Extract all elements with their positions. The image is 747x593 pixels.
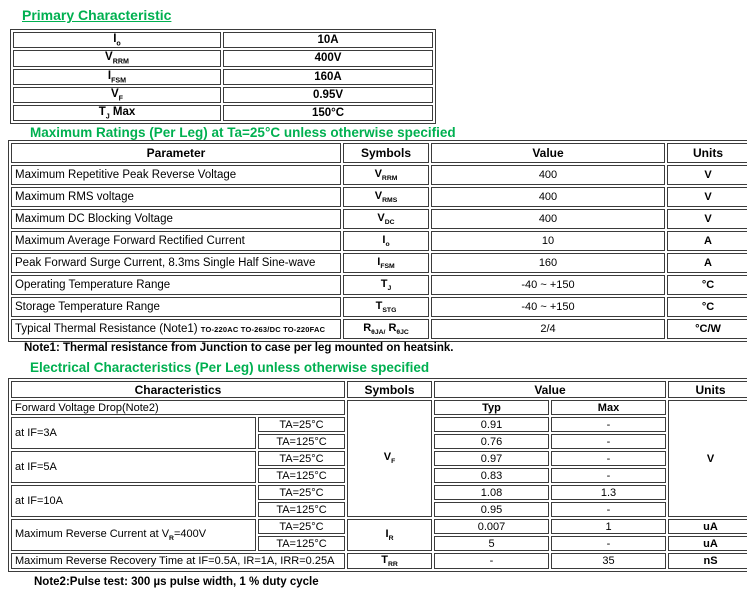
condition-cell: at IF=10A	[11, 485, 256, 517]
table-header-row	[11, 381, 747, 398]
typ-value-cell: 0.007	[434, 519, 549, 534]
note1-text: Note1: Thermal resistance from Junction to case per leg mounted on heatsink.	[24, 342, 454, 354]
symbol-cell	[343, 275, 429, 295]
typ-value-cell: 0.83	[434, 468, 549, 483]
parameter-cell: Operating Temperature Range	[11, 275, 341, 295]
symbol-cell	[343, 209, 429, 229]
value-cell: -40 ~ +150	[431, 297, 665, 317]
parameter-cell: Peak Forward Surge Current, 8.3ms Single Half Sine-wave	[11, 253, 341, 273]
parameter-cell	[11, 319, 341, 339]
units-cell: uA	[668, 519, 747, 534]
temperature-cell: TA=125°C	[258, 502, 345, 517]
package-list-text: TO-220AC TO-263/DC TO-220FAC	[200, 325, 326, 334]
table-row	[11, 400, 747, 415]
symbol-base: T	[380, 277, 388, 290]
value-cell: 160	[431, 253, 665, 273]
value-cell: 160A	[223, 69, 433, 85]
symbol-base: V	[374, 167, 382, 180]
col-header-units: Units	[668, 381, 747, 398]
units-cell: °C	[667, 297, 747, 317]
max-value-cell: -	[551, 434, 666, 449]
symbol-cell	[343, 319, 429, 339]
col-header-units: Units	[667, 143, 747, 163]
table-row	[11, 253, 747, 273]
symbol-base: V	[383, 451, 392, 464]
table-row	[11, 209, 747, 229]
symbol-subscript: J	[387, 285, 392, 293]
parameter-cell: Maximum RMS voltage	[11, 187, 341, 207]
parameter-cell: Maximum Repetitive Peak Reverse Voltage	[11, 165, 341, 185]
value-cell: 150°C	[223, 105, 433, 121]
symbol-base: I	[382, 233, 386, 246]
parameter-cell: Storage Temperature Range	[11, 297, 341, 317]
col-header-characteristics: Characteristics	[11, 381, 345, 398]
units-cell: nS	[668, 553, 747, 569]
table-row	[13, 69, 433, 85]
symbol-cell	[343, 297, 429, 317]
temperature-cell: TA=25°C	[258, 451, 345, 466]
col-header-symbols: Symbols	[347, 381, 432, 398]
table-row	[13, 87, 433, 103]
symbol-base: T	[98, 106, 106, 119]
temperature-cell: TA=125°C	[258, 468, 345, 483]
temperature-cell: TA=25°C	[258, 519, 345, 534]
max-value-cell: 1.3	[551, 485, 666, 500]
table-row	[11, 165, 747, 185]
value-cell: 400	[431, 209, 665, 229]
value-cell: 0.95V	[223, 87, 433, 103]
units-cell: V	[668, 400, 747, 517]
electrical-characteristics-table	[8, 378, 747, 572]
col-header-value: Value	[431, 143, 665, 163]
symbol-subscript: R	[388, 535, 394, 543]
typ-value-cell: 0.76	[434, 434, 549, 449]
table-row	[11, 519, 747, 534]
symbol-cell	[347, 519, 432, 551]
value-cell: -40 ~ +150	[431, 275, 665, 295]
subheader-max: Max	[551, 400, 666, 415]
symbol-cell	[347, 553, 432, 569]
value-cell: 400	[431, 187, 665, 207]
table-row	[13, 105, 433, 121]
symbol-cell	[343, 187, 429, 207]
units-cell: V	[667, 187, 747, 207]
symbol-base: I	[385, 527, 389, 540]
max-value-cell: 35	[551, 553, 666, 569]
symbol-base: V	[105, 51, 113, 64]
table-row	[13, 50, 433, 66]
section-heading-electrical: Electrical Characteristics (Per Leg) unless otherwise specified	[30, 360, 430, 375]
units-cell: A	[667, 231, 747, 251]
parameter-cell: Maximum Average Forward Rectified Current	[11, 231, 341, 251]
max-value-cell: 1	[551, 519, 666, 534]
table-row	[11, 553, 747, 569]
symbol-subscript: o	[385, 241, 390, 249]
table-row	[11, 319, 747, 339]
max-value-cell: -	[551, 417, 666, 432]
table-row	[11, 297, 747, 317]
value-cell: 10A	[223, 32, 433, 48]
value-cell: 400V	[223, 50, 433, 66]
symbol-cell	[343, 231, 429, 251]
typ-value-cell: 0.91	[434, 417, 549, 432]
symbol-subscript: J	[105, 112, 110, 121]
symbol-cell	[347, 400, 432, 517]
symbol-cell	[13, 32, 221, 48]
units-cell: V	[667, 209, 747, 229]
symbol-subscript: R	[169, 535, 174, 543]
maximum-ratings-table	[8, 140, 747, 342]
max-value-cell: -	[551, 502, 666, 517]
symbol-subscript: RMS	[382, 197, 398, 205]
col-header-value: Value	[434, 381, 666, 398]
symbol-subscript: STG	[382, 307, 397, 315]
symbol-subscript: FSM	[111, 75, 127, 84]
table-row	[11, 275, 747, 295]
units-cell: V	[667, 165, 747, 185]
note2-text: Note2:Pulse test: 300 µs pulse width, 1 % duty cycle	[34, 576, 319, 588]
characteristic-cell: Maximum Reverse Recovery Time at IF=0.5A, IR=1A, IRR=0.25A	[11, 553, 345, 569]
value-cell: 2/4	[431, 319, 665, 339]
symbol-cell	[13, 50, 221, 66]
units-cell: °C	[667, 275, 747, 295]
characteristic-cell: Forward Voltage Drop(Note2)	[11, 400, 345, 415]
symbol-subscript: RRM	[112, 57, 129, 66]
max-value-cell: -	[551, 451, 666, 466]
characteristic-text: =400V	[173, 527, 207, 540]
characteristic-text: Maximum Reverse Current at V	[15, 527, 170, 540]
symbol-base: V	[377, 211, 385, 224]
symbol-subscript: θJA/	[371, 329, 386, 337]
typ-value-cell: 0.95	[434, 502, 549, 517]
parameter-text: Typical Thermal Resistance (Note1)	[15, 323, 198, 335]
symbol-base: V	[110, 87, 119, 100]
condition-cell: at IF=3A	[11, 417, 256, 449]
symbol-subscript: F	[118, 94, 124, 103]
symbol-cell	[13, 87, 221, 103]
symbol-subscript: F	[391, 458, 396, 466]
symbol-base: I	[113, 33, 117, 45]
table-row	[11, 231, 747, 251]
section-heading-primary: Primary Characteristic	[22, 7, 172, 23]
table-header-row	[11, 143, 747, 163]
col-header-parameter: Parameter	[11, 143, 341, 163]
temperature-cell: TA=25°C	[258, 485, 345, 500]
value-cell: 400	[431, 165, 665, 185]
value-cell: 10	[431, 231, 665, 251]
symbol-cell	[343, 253, 429, 273]
symbol-base: R	[363, 321, 372, 334]
symbol-cell	[13, 69, 221, 85]
characteristic-cell	[11, 519, 256, 551]
symbol-subscript: RRM	[381, 175, 398, 183]
units-cell: A	[667, 253, 747, 273]
symbol-subscript: o	[116, 39, 121, 48]
typ-value-cell: 5	[434, 536, 549, 551]
symbol-cell	[13, 105, 221, 121]
temperature-cell: TA=125°C	[258, 434, 345, 449]
units-cell: °C/W	[667, 319, 747, 339]
condition-cell: at IF=5A	[11, 451, 256, 483]
section-heading-maximum-ratings: Maximum Ratings (Per Leg) at Ta=25°C unless otherwise specified	[30, 125, 456, 140]
symbol-base: V	[374, 189, 383, 202]
typ-value-cell: 0.97	[434, 451, 549, 466]
typ-value-cell: 1.08	[434, 485, 549, 500]
temperature-cell: TA=125°C	[258, 536, 345, 551]
symbol-cell	[343, 165, 429, 185]
typ-value-cell: -	[434, 553, 549, 569]
symbol-subscript: θJC	[396, 329, 409, 337]
symbol-subscript: RR	[387, 561, 398, 569]
symbol-base: I	[107, 69, 112, 82]
parameter-cell: Maximum DC Blocking Voltage	[11, 209, 341, 229]
symbol-base: T	[375, 299, 383, 312]
symbol-base: I	[377, 255, 381, 268]
col-header-symbols: Symbols	[343, 143, 429, 163]
symbol-subscript: FSM	[380, 263, 395, 271]
units-cell: uA	[668, 536, 747, 551]
temperature-cell: TA=25°C	[258, 417, 345, 432]
max-value-cell: -	[551, 468, 666, 483]
primary-characteristic-table	[10, 29, 436, 124]
symbol-subscript: DC	[384, 219, 395, 227]
symbol-suffix: Max	[109, 106, 136, 119]
subheader-typ: Typ	[434, 400, 549, 415]
max-value-cell: -	[551, 536, 666, 551]
symbol-base: T	[381, 554, 388, 566]
symbol-base: R	[388, 321, 397, 334]
table-row	[11, 187, 747, 207]
table-row	[13, 32, 433, 48]
